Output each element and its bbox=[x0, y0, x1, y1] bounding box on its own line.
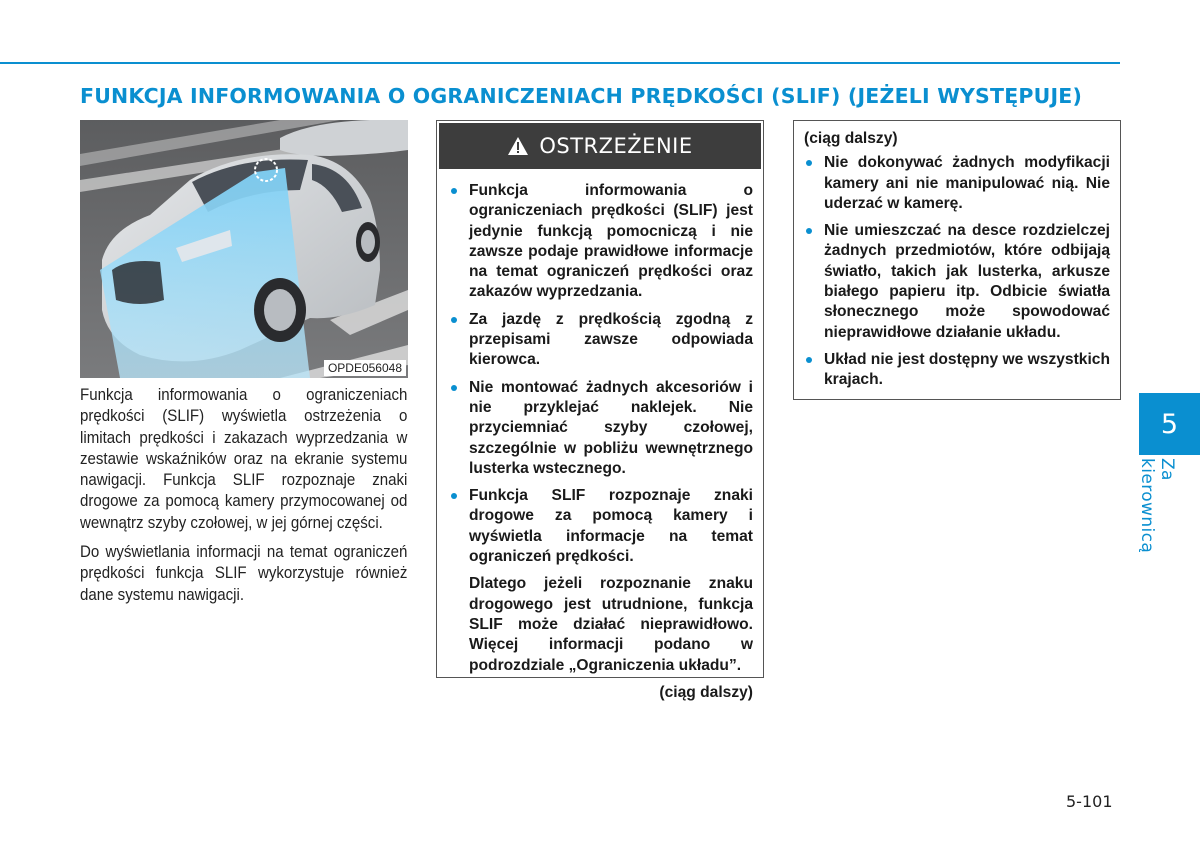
warning-item: Nie montować żadnych akcesoriów i nie przyklejać naklejek. Nie przyciemniać szyby czołowej, szczególnie w pobliżu wewnętrznego lusterka wstecznego. bbox=[449, 378, 753, 479]
warning-extra-paragraph: Dlatego jeżeli rozpoznanie znaku drogowego jest utrudnione, funkcja SLIF może działać nieprawidłowo. Więcej informacji podano w podrozdziale „Ograniczenia układu”. bbox=[469, 575, 753, 674]
warning-triangle-icon bbox=[507, 136, 529, 156]
warning-header bbox=[439, 123, 761, 169]
top-rule bbox=[0, 62, 1120, 64]
intro-text bbox=[80, 385, 407, 606]
intro-paragraph-2: Do wyświetlania informacji na temat ograniczeń prędkości funkcja SLIF wykorzystuje również dane systemu nawigacji. bbox=[80, 543, 408, 604]
intro-paragraph-1: Funkcja informowania o ograniczeniach prędkości (SLIF) wyświetla ostrzeżenia o limitach prędkości i zakazach wyprzedzania w zestawie wskaźników oraz na ekranie systemu nawigacji. Funkcja SLIF rozpoznaje znaki drogowe za pomocą kamery przymocowanej od wewnątrz szyby czołowej, w jej górnej części. bbox=[80, 386, 408, 532]
warning-box bbox=[436, 120, 764, 701]
section-title: FUNKCJA INFORMOWANIA O OGRANICZENIACH PRĘDKOŚCI (SLIF) (JEŻELI WYSTĘPUJE) bbox=[80, 84, 1083, 108]
warning-item: Funkcja SLIF rozpoznaje znaki drogowe za pomocą kamery i wyświetla informacje na temat ograniczeń prędkości. bbox=[449, 486, 753, 567]
continuation-box bbox=[793, 120, 1121, 400]
car-camera-illustration bbox=[80, 120, 408, 378]
continued-label: (ciąg dalszy) bbox=[659, 683, 753, 701]
continuation-label: (ciąg dalszy) bbox=[804, 130, 898, 147]
car-illustration-svg bbox=[80, 120, 408, 378]
warning-item: Za jazdę z prędkością zgodną z przepisami zawsze odpowiada kierowca. bbox=[449, 310, 753, 371]
continuation-item: Nie dokonywać żadnych modyfikacji kamery ani nie manipulować nią. Nie uderzać w kamerę. bbox=[804, 153, 1110, 214]
warning-item: Funkcja informowania o ograniczeniach prędkości (SLIF) jest jedynie funkcją pomocniczą i nie zawsze podaje prawidłowe informacje na temat ograniczeń prędkości oraz zakazów wyprzedzania. bbox=[449, 181, 753, 303]
chapter-tab: 5 bbox=[1139, 393, 1200, 455]
warning-list bbox=[449, 181, 753, 567]
continuation-item: Układ nie jest dostępny we wszystkich krajach. bbox=[804, 350, 1110, 391]
warning-body bbox=[437, 171, 763, 702]
continuation-list bbox=[804, 153, 1110, 390]
figure-code: OPDE056048 bbox=[324, 360, 406, 376]
chapter-title: Za kierownicą bbox=[1137, 458, 1177, 554]
continuation-item: Nie umieszczać na desce rozdzielczej żadnych przedmiotów, które odbijają światło, takich jak lusterka, arkusze białego papieru itp. Odbicie światła słonecznego może spowodować nieprawidłowe działanie układu. bbox=[804, 221, 1110, 343]
page-number: 5-101 bbox=[1066, 792, 1113, 811]
warning-label: OSTRZEŻENIE bbox=[539, 134, 693, 158]
